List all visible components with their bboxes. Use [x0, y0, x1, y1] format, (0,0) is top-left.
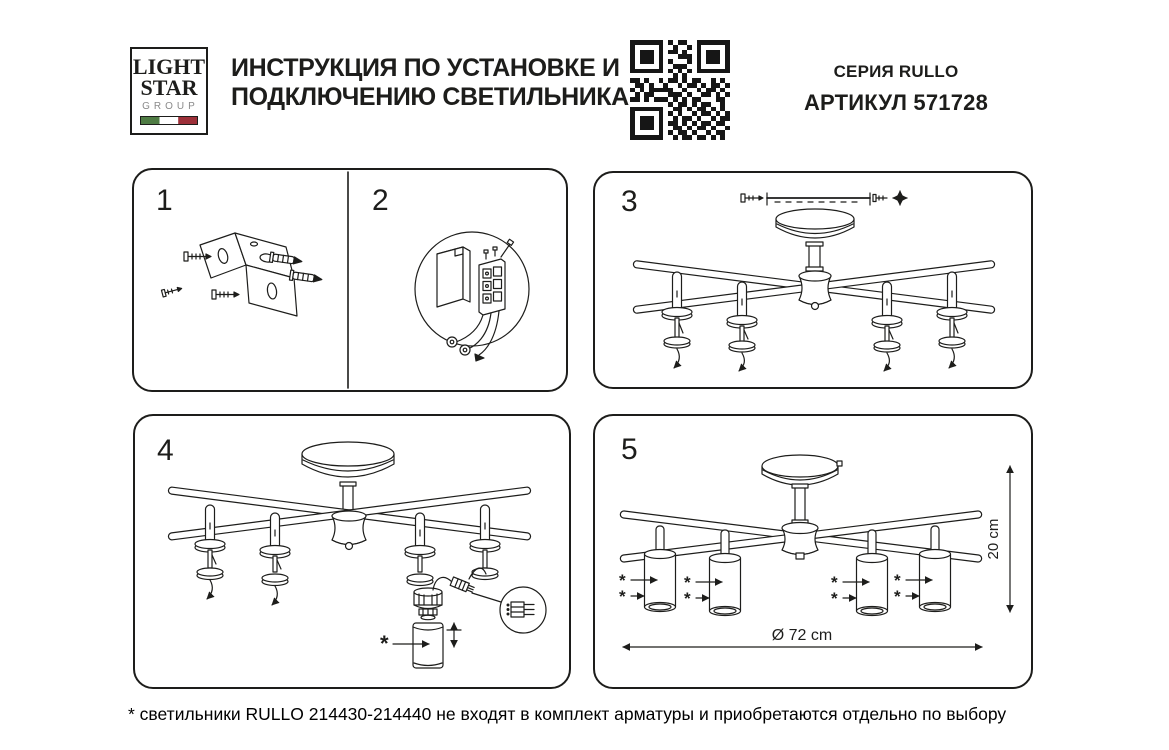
qr-code — [630, 40, 730, 140]
mounting-strip — [741, 191, 907, 205]
chandelier-frame-diagram — [595, 173, 1031, 387]
lamp-shade — [413, 623, 443, 668]
screw-icon — [212, 290, 239, 299]
asterisk-marker: * — [894, 587, 901, 606]
canopy — [776, 209, 854, 238]
height-label: 20 cm — [985, 518, 1002, 560]
logo-light: LIGHT — [132, 54, 206, 79]
screw-icon — [873, 195, 887, 202]
lamp-post — [470, 505, 500, 580]
asterisk-marker: * — [894, 571, 901, 590]
diameter-dimension — [623, 627, 982, 647]
lamp-post — [937, 272, 967, 368]
screw-icon — [161, 285, 182, 297]
hook-icon — [739, 353, 744, 371]
step-number-1: 1 — [156, 184, 173, 217]
assembled-chandelier-diagram — [595, 416, 1031, 687]
hook-icon — [207, 580, 212, 599]
junction-cover — [437, 247, 470, 307]
panel-step-1-2 — [132, 168, 568, 392]
connector-plug — [450, 577, 475, 594]
title-line-2: ПОДКЛЮЧЕНИЮ СВЕТИЛЬНИКА — [231, 83, 629, 111]
lamp-shade — [857, 554, 888, 616]
cross-arrow-icon — [893, 191, 907, 205]
canopy — [762, 455, 842, 485]
logo-star: STAR — [140, 75, 198, 100]
italian-flag-icon — [140, 116, 198, 125]
central-hub — [799, 271, 831, 310]
asterisk-marker: * — [684, 573, 691, 592]
step-number-5: 5 — [621, 433, 638, 466]
hook-icon — [674, 349, 679, 368]
asterisk-marker: * — [831, 589, 838, 608]
screw-icon — [741, 194, 763, 202]
page-title — [231, 54, 629, 112]
diameter-label: Ø 72 cm — [771, 627, 833, 644]
asterisk-marker: * — [619, 587, 626, 606]
hook-icon — [949, 349, 954, 368]
article-label: АРТИКУЛ 571728 — [803, 90, 989, 115]
asterisk-marker: * — [831, 573, 838, 592]
lamp-post — [662, 272, 692, 368]
central-hub — [782, 523, 818, 560]
title-line-1: ИНСТРУКЦИЯ ПО УСТАНОВКЕ И — [231, 54, 620, 82]
lamp-socket — [414, 588, 442, 620]
logo-group: GROUP — [142, 101, 199, 112]
terminal-detail-circle — [500, 587, 546, 633]
panel-step-3 — [593, 171, 1033, 389]
footnote: * светильники RULLO 214430-214440 не входят в комплект арматуры и приобретаются отдельно по выбору — [128, 704, 1007, 724]
canopy — [302, 442, 394, 477]
panel-step-5 — [593, 414, 1033, 689]
move-vertical-icon — [447, 623, 461, 647]
product-info — [788, 62, 1004, 116]
central-hub — [332, 511, 366, 550]
step-number-2: 2 — [372, 184, 389, 217]
lightstar-logo — [130, 47, 208, 135]
lamp-mounting-diagram — [135, 416, 569, 687]
asterisk-marker: * — [380, 631, 389, 656]
mounting-bracket-diagram — [161, 233, 322, 316]
detail-leader-line — [472, 593, 501, 602]
wiring-detail-circle — [415, 232, 529, 361]
bracket-and-wiring-diagram — [134, 170, 566, 390]
hook-icon — [884, 353, 889, 371]
height-dimension — [985, 466, 1010, 612]
hook-icon — [272, 586, 277, 605]
step-number-4: 4 — [157, 434, 174, 467]
lamp-shade — [710, 554, 741, 616]
series-label: СЕРИЯ RULLO — [833, 62, 959, 81]
asterisk-marker: * — [619, 571, 626, 590]
asterisk-marker: * — [684, 589, 691, 608]
stem — [806, 242, 823, 271]
stem — [792, 484, 808, 524]
panel-step-4 — [133, 414, 571, 689]
lamp-post — [195, 505, 225, 599]
step-number-3: 3 — [621, 185, 638, 218]
